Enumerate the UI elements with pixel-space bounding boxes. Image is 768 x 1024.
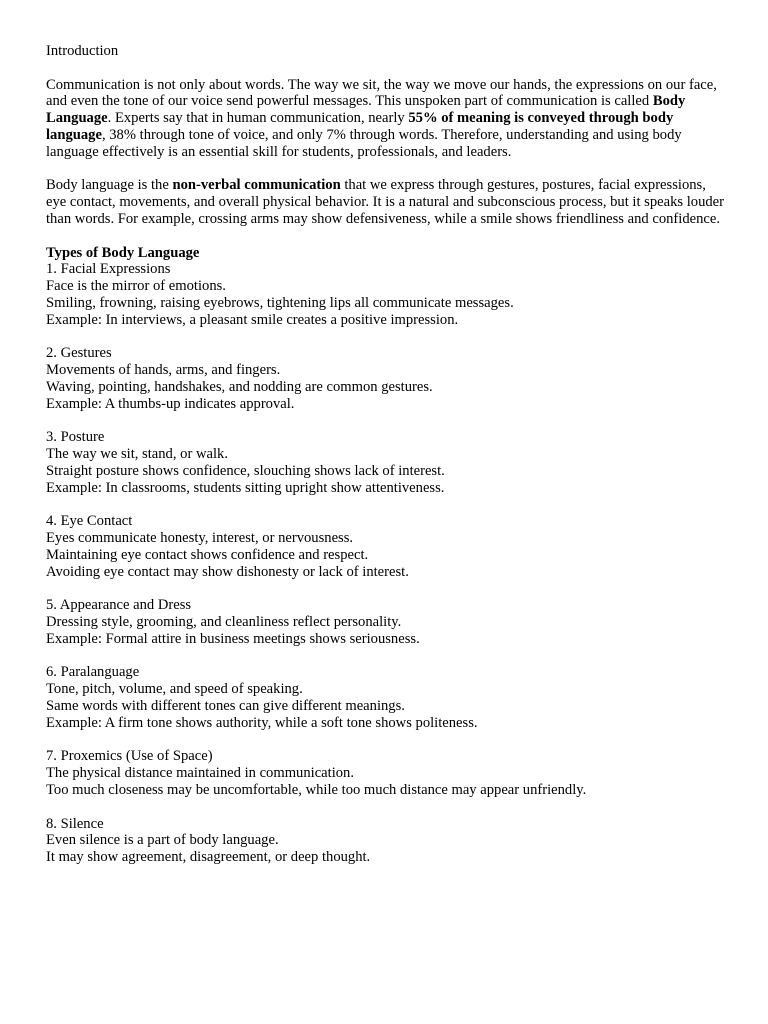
section-line: Example: In classrooms, students sitting upright show attentiveness. [46,479,445,496]
appearance-section [46,597,726,647]
eye-contact-section [46,513,726,580]
intro-paragraph [46,77,726,161]
section-title: 1. Facial Expressions [46,261,171,278]
section-line: It may show agreement, disagreement, or deep thought. [46,849,371,866]
posture-section [46,429,726,496]
intro-text-2: . Experts say that in human communication, nearly [107,110,409,127]
section-line: Even silence is a part of body language. [46,832,279,849]
section-line: Smiling, frowning, raising eyebrows, tightening lips all communicate messages. [46,294,514,311]
section-title: 5. Appearance and Dress [46,597,192,614]
section-line: Example: Formal attire in business meetings shows seriousness. [46,630,420,647]
intro-heading: Introduction [46,43,119,59]
section-line: Dressing style, grooming, and cleanliness reflect personality. [46,614,402,631]
paralanguage-section [46,664,726,731]
section-title: 8. Silence [46,815,104,832]
section-line: Same words with different tones can give different meanings. [46,698,405,715]
section-line: Face is the mirror of emotions. [46,278,226,295]
section-line: Maintaining eye contact shows confidence and respect. [46,546,369,563]
section-line: Eyes communicate honesty, interest, or nervousness. [46,530,354,547]
section-line: Waving, pointing, handshakes, and nodding are common gestures. [46,378,433,395]
section-line: Avoiding eye contact may show dishonesty or lack of interest. [46,563,409,580]
definition-text-2: that we express through gestures, postures, facial expressions, eye contact, movements, and overall physical behavior. It is a natural and subconscious process, but it speaks louder than words. For example, crossing arms may show defensiveness, while a smile shows friendliness and confidence. [46,177,725,227]
section-title: 4. Eye Contact [46,513,133,530]
definition-paragraph [46,177,726,227]
meaning-statistic: 55% of meaning is conveyed through body language [46,110,674,143]
types-section [46,245,726,329]
section-line: Example: A thumbs-up indicates approval. [46,395,295,412]
definition-text-1: Body language is the [46,177,173,194]
section-line: Movements of hands, arms, and fingers. [46,362,281,379]
types-heading: Types of Body Language [46,244,200,261]
section-title: 6. Paralanguage [46,664,140,681]
section-title: 2. Gestures [46,345,112,362]
section-line: Example: In interviews, a pleasant smile creates a positive impression. [46,311,459,328]
section-title: 7. Proxemics (Use of Space) [46,748,213,765]
non-verbal-term: non-verbal communication [172,177,341,194]
intro-text-1: Communication is not only about words. The way we sit, the way we move our hands, the expressions on our face, and even the tone of our voice send powerful messages. This unspoken part of communication is called [46,76,717,110]
body-language-term: Body Language [46,93,686,127]
section-line: Example: A firm tone shows authority, while a soft tone shows politeness. [46,714,478,731]
section-line: The physical distance maintained in communication. [46,765,355,782]
intro-text-3: , 38% through tone of voice, and only 7% through words. Therefore, understanding and using body language effectively is an essential skill for students, professionals, and leaders. [46,126,682,160]
section-line: Too much closeness may be uncomfortable, while too much distance may appear unfriendly. [46,782,587,799]
section-line: The way we sit, stand, or walk. [46,446,228,463]
silence-section [46,816,726,866]
gestures-section [46,345,726,412]
section-title: 3. Posture [46,429,105,446]
proxemics-section [46,748,726,798]
document-page [46,43,726,883]
section-line: Straight posture shows confidence, slouching shows lack of interest. [46,462,445,479]
section-line: Tone, pitch, volume, and speed of speaking. [46,681,303,698]
